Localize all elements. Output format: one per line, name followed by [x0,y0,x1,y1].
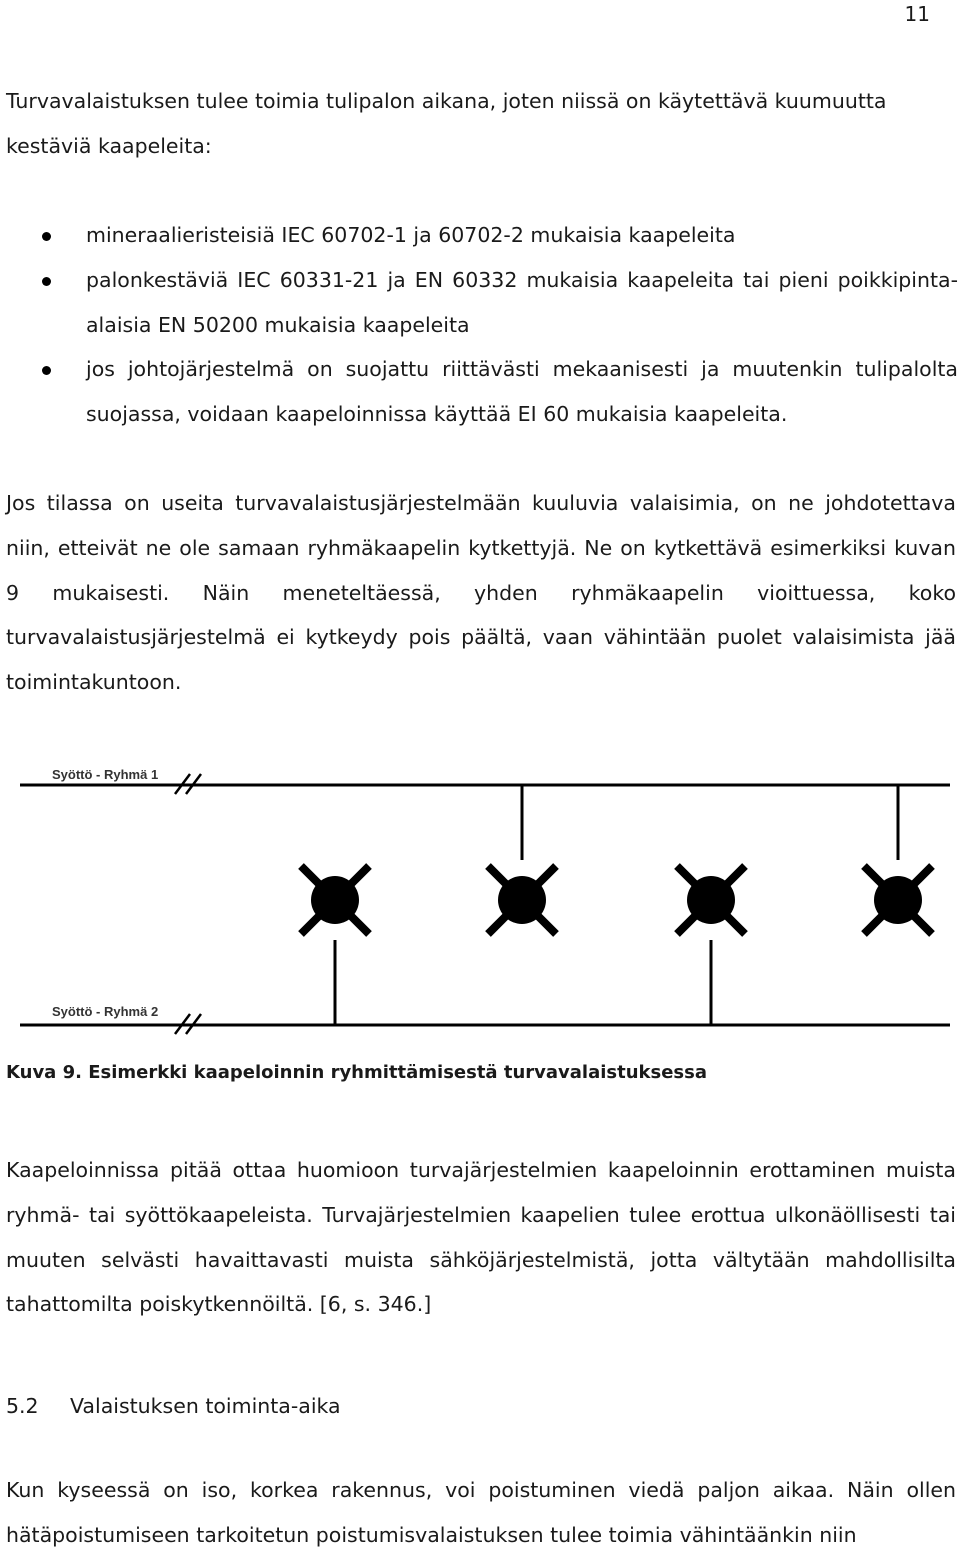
grouping-paragraph: Jos tilassa on useita turvavalaistusjärjestelmään kuuluvia valaisimia, on ne johdotettava niin, etteivät ne ole samaan ryhmäkaapelin kytkettyjä. Ne on kytkettävä esimerkiksi kuvan 9 mukaisesti. Näin meneteltäessä, yhden ryhmäkaapelin vioittuessa, koko turvavalaistusjärjestelmä ei kytkeydy pois päältä, vaan vähintään puolet valaisimista jää toimintakuntoon. [6,491,956,695]
feed-1-label: Syöttö - Ryhmä 1 [52,767,159,782]
bullet-icon [42,366,51,375]
luminaire-icon [677,866,745,934]
bullet-icon [42,277,51,286]
list-item [0,213,960,258]
list-item [0,347,960,437]
section-number: 5.2 [6,1394,39,1418]
cable-type-list [0,213,960,437]
section-title: Valaistuksen toiminta-aika [70,1394,341,1418]
intro-paragraph: Turvavalaistuksen tulee toimia tulipalon aikana, joten niissä on käytettävä kuumuutta kestäviä kaapeleita: [6,89,887,158]
section-heading [6,1394,341,1418]
luminaire-icon [301,866,369,934]
feed-2-label: Syöttö - Ryhmä 2 [52,1004,159,1019]
figure-caption: Kuva 9. Esimerkki kaapeloinnin ryhmittämisestä turvavalaistuksessa [6,1062,707,1083]
page-number: 11 [904,2,930,26]
list-item [0,258,960,348]
bullet-icon [42,232,51,241]
operating-time-paragraph: Kun kyseessä on iso, korkea rakennus, voi poistuminen viedä paljon aikaa. Näin ollen hätäpoistumiseen tarkoitetun poistumisvalaistuksen tulee toimia vähintäänkin niin [6,1478,956,1547]
luminaire-icon [488,866,556,934]
list-item-text: palonkestäviä IEC 60331-21 ja EN 60332 mukaisia kaapeleita tai pieni poikkipinta-alaisia EN 50200 mukaisia kaapeleita [86,267,958,337]
list-item-text: jos johtojärjestelmä on suojattu riittävästi mekaanisesti ja muutenkin tulipalolta suojassa, voidaan kaapeloinnissa käyttää EI 60 mukaisia kaapeleita. [86,357,958,427]
cabling-diagram [0,760,960,1040]
luminaire-icon [864,866,932,934]
separation-paragraph: Kaapeloinnissa pitää ottaa huomioon turvajärjestelmien kaapeloinnin erottaminen muista ryhmä- tai syöttökaapeleista. Turvajärjestelmien kaapelien tulee erottua ulkonäöllisesti tai muuten selvästi havaittavasti muista sähköjärjestelmistä, jotta vältytään mahdollisilta tahattomilta poiskytkennöiltä. [6, s. 346.] [6,1158,956,1317]
list-item-text: mineraalieristeisiä IEC 60702-1 ja 60702-2 mukaisia kaapeleita [86,223,736,247]
